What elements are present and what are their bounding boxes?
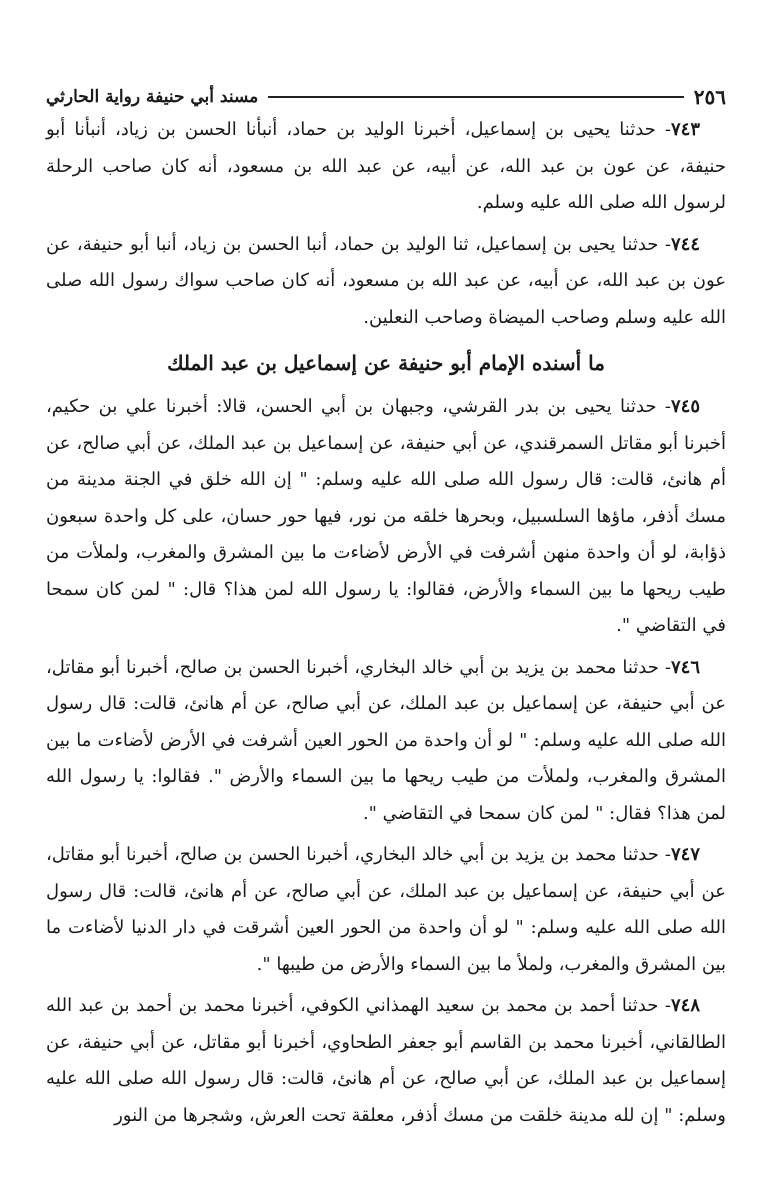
- hadith-number: ٧٤٥: [670, 396, 700, 417]
- hadith-number: ٧٤٦: [670, 656, 700, 678]
- hadith-743: [46, 112, 726, 222]
- hadith-745: [46, 389, 726, 645]
- hadith-number: ٧٤٣: [670, 119, 700, 140]
- hadith-number: ٧٤٧: [670, 844, 700, 865]
- hadith-746: [46, 650, 726, 833]
- hadith-number: ٧٤٤: [670, 233, 700, 255]
- hadith-text: - حدثنا أحمد بن محمد بن سعيد الهمذاني الكوفي، أخبرنا محمد بن أحمد بن عبد الله الطالقاني، أخبرنا محمد بن القاسم أبو جعفر الطحاوي، أخبرنا أبو مقاتل، عن أبي حنيفة، عن إسماعيل بن عبد الملك، عن أبي صالح، عن أم هانئ، قالت: قال رسول الله صلى الله عليه وسلم: " إن لله مدينة خلقت من مسك أذفر، معلقة تحت العرش، وشجرها من النور: [46, 995, 727, 1126]
- hadith-text: - حدثنا يحيى بن إسماعيل، ثنا الوليد بن حماد، أنبا الحسن بن زياد، أنبا أبو حنيفة، عن عون بن عبد الله، عن أبيه، عن عبد الله بن مسعود، أنه كان صاحب سواك رسول الله صلى الله عليه وسلم وصاحب الميضاة وصاحب النعلين.: [46, 233, 726, 328]
- page-number: ٢٥٦: [693, 85, 726, 109]
- hadith-text: - حدثنا محمد بن يزيد بن أبي خالد البخاري، أخبرنا الحسن بن صالح، أخبرنا أبو مقاتل، عن أبي حنيفة، عن إسماعيل بن عبد الملك، عن أبي صالح، عن أم هانئ، قالت: قال رسول الله صلى الله عليه وسلم: " لو أن واحدة من الحور العين أشرقت في دار الدنيا لأضاءت ما بين المشرق والمغرب، ولملأ ما بين السماء والأرض من طيبها ".: [46, 844, 726, 975]
- header-rule: [268, 96, 684, 98]
- hadith-748: [46, 988, 726, 1134]
- hadith-text: - حدثنا محمد بن يزيد بن أبي خالد البخاري، أخبرنا الحسن بن صالح، أخبرنا أبو مقاتل، عن أبي حنيفة، عن إسماعيل بن عبد الملك، عن أبي صالح، عن أم هانئ، قالت: قال رسول الله صلى الله عليه وسلم: " لو أن واحدة من الحور العين أشرفت في الأرض لأضاءت ما بين المشرق والمغرب، ولملأت من طيب ريحها ما بين السماء والأرض ". فقالوا: يا رسول الله لمن هذا؟ فقال: " لمن كان سمحا في التقاضي ".: [46, 656, 726, 824]
- hadith-744: [46, 227, 726, 337]
- running-header: [46, 82, 726, 112]
- book-title: مسند أبي حنيفة رواية الحارثي: [46, 87, 259, 107]
- hadith-text: - حدثنا يحيى بن بدر القرشي، وجبهان بن أبي الحسن، قالا: أخبرنا علي بن حكيم، أخبرنا أبو مقاتل السمرقندي، عن أبي حنيفة، عن إسماعيل بن عبد الملك، عن أبي صالح، عن أم هانئ، قالت: قال رسول الله صلى الله عليه وسلم: " إن الله خلق في الجنة مدينة من مسك أذفر، ماؤها السلسبيل، وبحرها خلقه من نور، فيها حور حسان، على كل واحدة سبعون ذؤابة، لو أن واحدة منهن أشرفت في الأرض لأضاءت ما بين المشرق والمغرب، ولملأت من طيب ريحها ما بين السماء والأرض، فقالوا: يا رسول الله لمن هذا؟ قال: " لمن كان سمحا في التقاضي ".: [46, 396, 726, 636]
- hadith-747: [46, 837, 726, 983]
- hadith-text: - حدثنا يحيى بن إسماعيل، أخبرنا الوليد بن حماد، أنبأنا الحسن بن زياد، أنبأنا أبو حنيفة، عن عون بن عبد الله، عن أبيه، عن عبد الله بن مسعود، أنه كان صاحب الرحلة لرسول الله صلى الله عليه وسلم.: [46, 119, 726, 213]
- hadith-number: ٧٤٨: [670, 995, 700, 1016]
- book-page: [46, 82, 726, 1139]
- section-heading: ما أسنده الإمام أبو حنيفة عن إسماعيل بن عبد الملك: [167, 351, 605, 375]
